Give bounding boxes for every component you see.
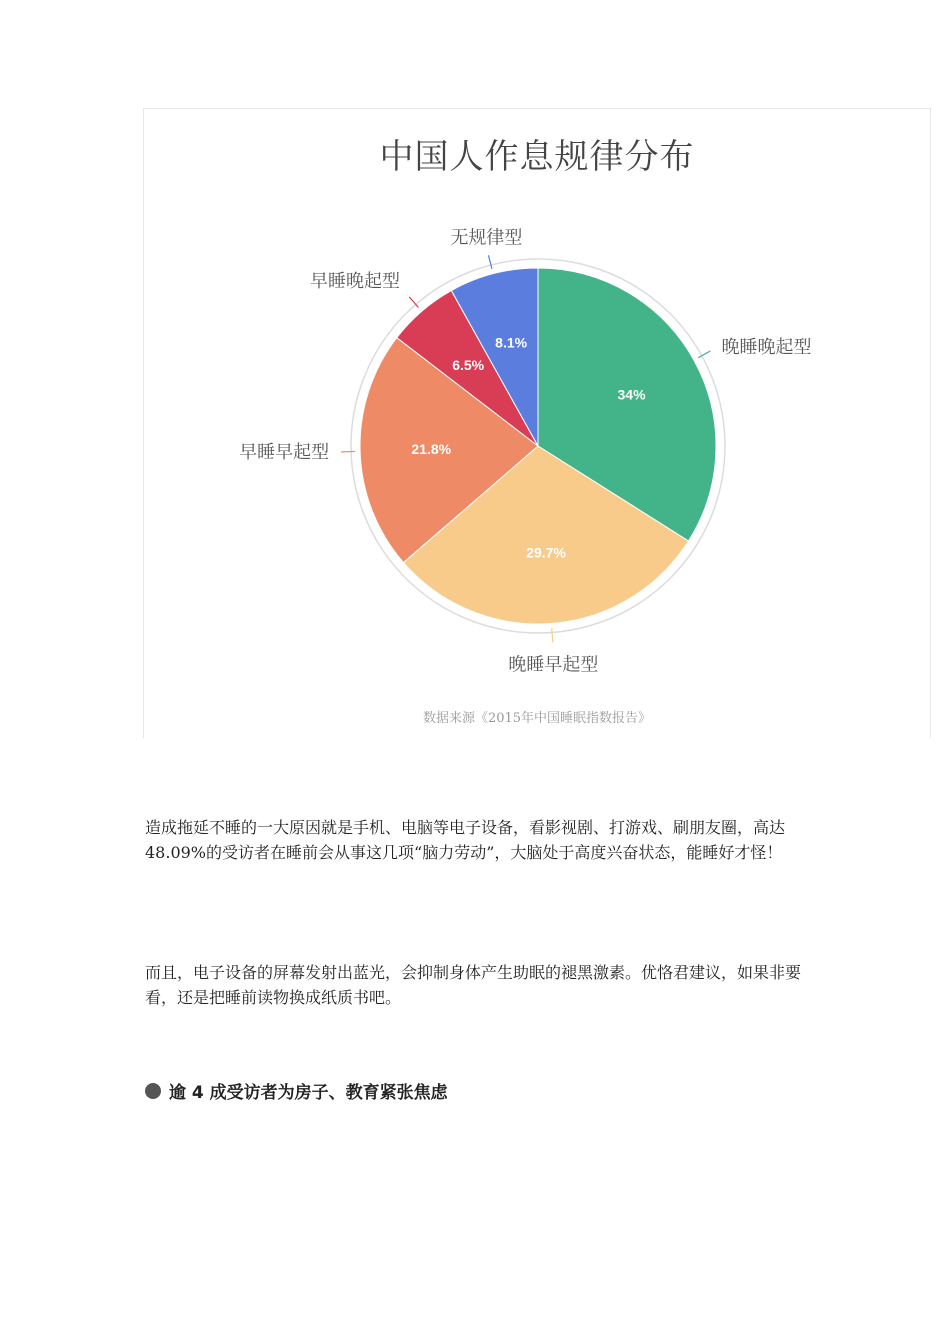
slice-category-label: 无规律型 — [450, 227, 523, 249]
slice-category-label: 早睡早起型 — [239, 442, 330, 464]
chart-title: 中国人作息规律分布 — [379, 137, 695, 177]
pie-chart-container — [143, 108, 931, 738]
slice-value-label: 21.8% — [411, 441, 452, 458]
slice-category-label: 晚睡早起型 — [508, 654, 599, 676]
slice-category-label: 晚睡晚起型 — [721, 337, 812, 359]
slice-category-label: 早睡晚起型 — [309, 270, 400, 292]
slice-value-label: 8.1% — [495, 334, 528, 351]
article-paragraph-1: 造成拖延不睡的一大原因就是手机、电脑等电子设备，看影视剧、打游戏、刷朋友圈，高达 48.09%的受访者在睡前会从事这几项“脑力劳动”，大脑处于高度兴奋状态，能睡好才怪！ — [145, 818, 786, 862]
section-heading-text: 逾 4 成受访者为房子、教育紧张焦虑 — [169, 1083, 448, 1103]
slice-value-label: 6.5% — [452, 357, 485, 374]
article-paragraph-2: 而且，电子设备的屏幕发射出蓝光，会抑制身体产生助眠的褪黑激素。优恪君建议，如果非要看，还是把睡前读物换成纸质书吧。 — [145, 963, 802, 1007]
slice-value-label: 34% — [617, 386, 646, 403]
leader-line — [488, 255, 492, 269]
section-heading — [145, 1078, 448, 1103]
chart-source: 数据来源《2015年中国睡眠指数报告》 — [422, 711, 652, 726]
pie-chart — [144, 109, 932, 739]
leader-line — [552, 628, 553, 642]
bullet-icon — [145, 1083, 161, 1099]
slice-value-label: 29.7% — [526, 544, 566, 561]
